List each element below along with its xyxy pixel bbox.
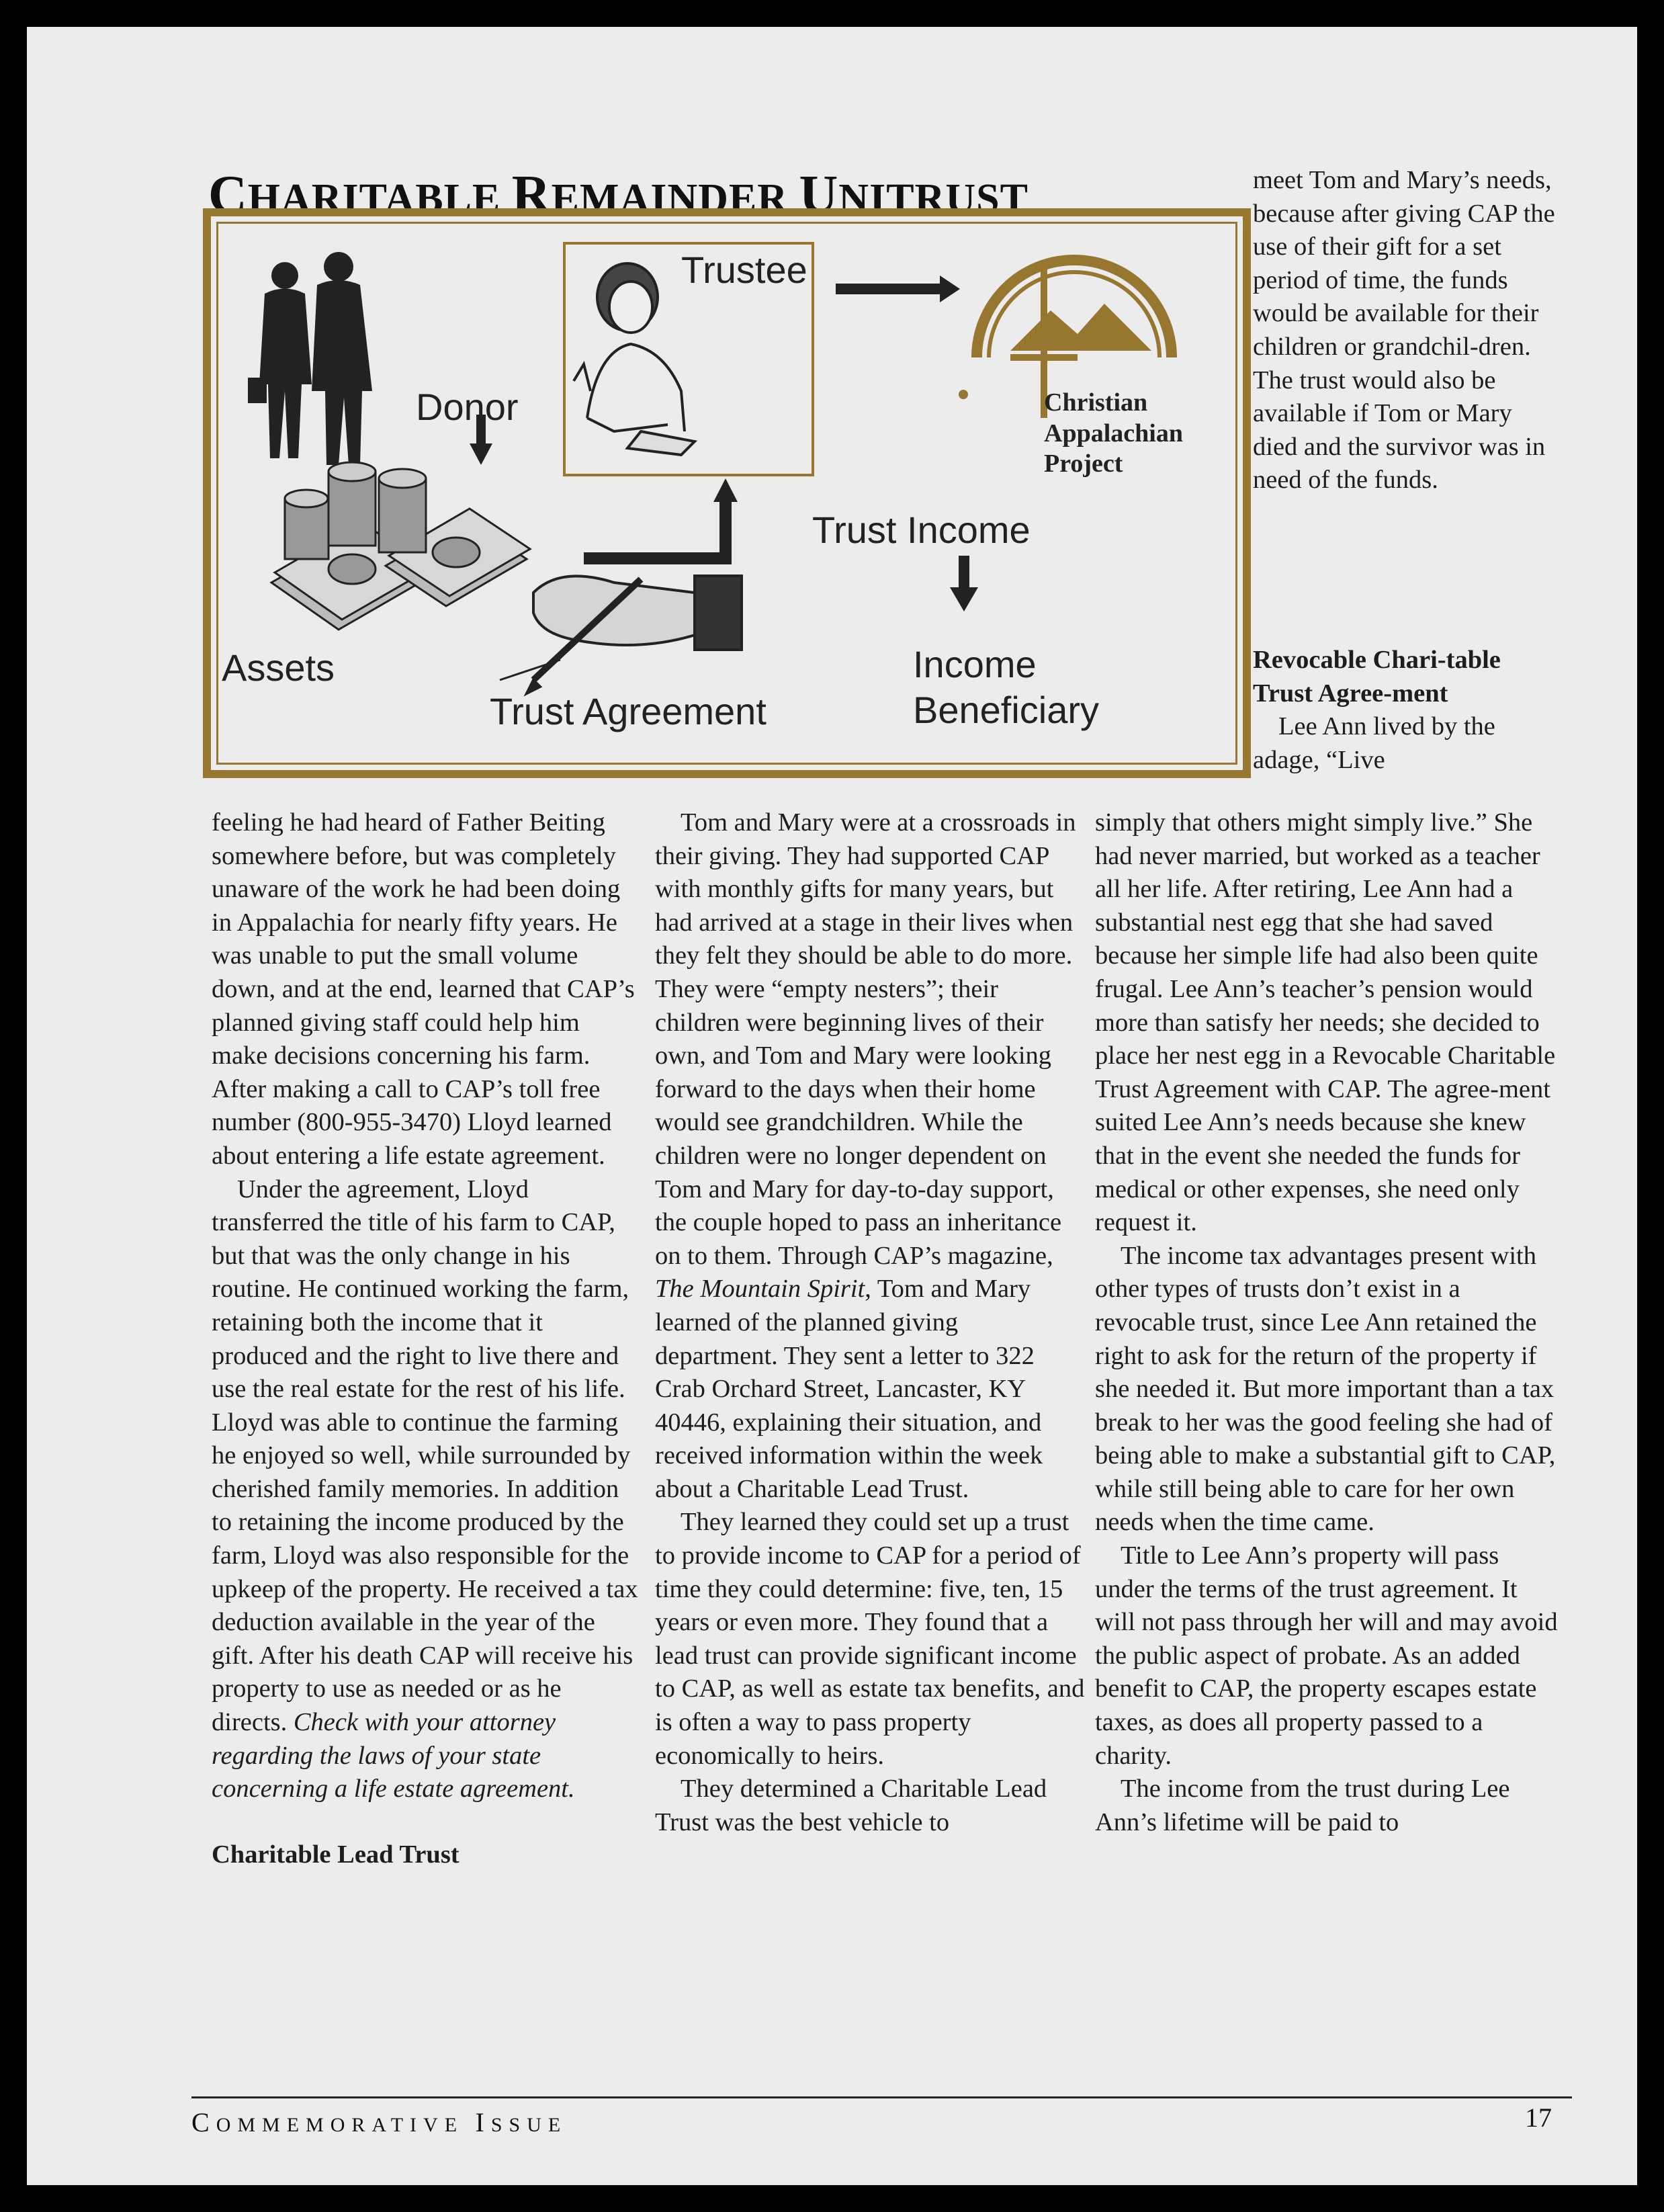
arrow-up-icon [584, 478, 738, 564]
income-beneficiary-label-line1: Income [913, 643, 1037, 685]
donor-couple-icon [248, 252, 372, 465]
arrow-right-icon [836, 275, 960, 302]
column-3-top: meet Tom and Mary’s needs, because after giving CAP the use of their gift for a set period of time, the funds would be available for their children or grandchil-dren. The trust would also be available if Tom or Mary died and the survivor was in need of the funds. [1253, 166, 1555, 495]
footer-rule [191, 2096, 1572, 2098]
hand-signing-icon [500, 576, 742, 693]
page-title: CHARITABLE REMAINDER UNITRUST [208, 165, 1028, 224]
column-3-section-heading: Revocable Chari-table Trust Agree-ment Lee Ann lived by the adage, “Live [1253, 644, 1542, 777]
page-number: 17 [1525, 2102, 1552, 2133]
diagram-illustrations [211, 216, 1243, 770]
cap-label: Christian Appalachian Project [1044, 388, 1183, 478]
column-2: Tom and Mary were at a crossroads in their giving. They had supported CAP with monthly gifts for many years, but had arrived at a stage in their lives when they felt they should be able to do more. They were “empty nesters”; their children were beginning lives of their own, and Tom and Mary were looking forward to the days when their home would see grandchildren. While the children were no longer dependent on Tom and Mary for day-to-day support, the couple hoped to pass an inheritance on to them. Through CAP’s magazine, The Mountain Spirit, Tom and Mary learned of the planned giving department. They sent a letter to 322 Crab Orchard Street, Lancaster, KY 40446, explaining their situation, and received information within the week about a Charitable Lead Trust. They learned they could set up a trust to provide income to CAP for a period of time they could determine: five, ten, 15 years or even more. They found that a lead trust can provide significant income to CAP, as well as estate tax benefits, and is often a way to pass property economically to heirs. They determined a Charitable Lead Trust was the best vehicle to [655, 808, 1085, 1836]
arrow-down-icon [950, 556, 978, 611]
trust-income-label: Trust Income [812, 509, 1031, 551]
trustee-person-icon [574, 263, 695, 455]
footer-publication-name: COMMEMORATIVE ISSUE [191, 2107, 568, 2137]
section-heading-revocable: Revocable Chari-table Trust Agree-ment [1253, 646, 1501, 708]
column-1: feeling he had heard of Father Beiting somewhere before, but was completely unaware of the work he had been doing in Appalachia for nearly fifty years. He was unable to put the small volume down, and at the end, learned that CAP’s planned giving staff could help him make decisions concerning his farm. After making a call to CAP’s toll free number (800-955-3470) Lloyd learned about entering a life estate agreement. Under the agreement, Lloyd transferred the title of his farm to CAP, but that was the only change in his routine. He continued working the farm, retaining both the income that it produced and the right to live there and use the real estate for the rest of his life. Lloyd was able to continue the farming he enjoyed so well, while surrounded by cherished family memories. In addition to retaining the income produced by the farm, Lloyd was also responsible for the upkeep of the property. He received a tax deduction available in the year of the gift. After his death CAP will receive his property to use as needed or as he directs. Check with your attorney regarding the laws of your state concerning a life estate agreement. Charitable Lead Trust [212, 806, 642, 1871]
trust-agreement-label: Trust Agreement [490, 690, 767, 732]
registered-mark-icon [959, 390, 968, 399]
donor-label: Donor [416, 386, 519, 428]
money-assets-icon [271, 462, 530, 630]
assets-label: Assets [222, 646, 335, 689]
section-heading-lead-trust: Charitable Lead Trust [212, 1840, 459, 1869]
column-3: simply that others might simply live.” She had never married, but worked as a teacher all her life. After retiring, Lee Ann had a substantial nest egg that she had saved because her simple life had also been quite frugal. Lee Ann’s teacher’s pension would more than satisfy her needs; she decided to place her nest egg in a Revocable Charitable Trust Agreement with CAP. The agree-ment suited Lee Ann’s needs because she knew that in the event she needed the funds for medical or other expenses, she need only request it. The income tax advantages present with other types of trusts don’t exist in a revocable trust, since Lee Ann retained the right to ask for the return of the property if she needed it. But more important than a tax break to her was the good feeling she had of being able to make a substantial gift to CAP, while still being able to care for her own needs when the time came. Title to Lee Ann’s property will pass under the terms of the trust agreement. It will not pass through her will and may avoid the public aspect of probate. As an added benefit to CAP, the property escapes estate taxes, as does all property passed to a charity. The income from the trust during Lee Ann’s lifetime will be paid to [1095, 808, 1558, 1836]
mountains-icon [1010, 304, 1151, 351]
unitrust-diagram [203, 208, 1251, 778]
income-beneficiary-label-line2: Beneficiary [913, 689, 1100, 731]
trustee-label: Trustee [681, 249, 807, 291]
page [27, 27, 1637, 2185]
